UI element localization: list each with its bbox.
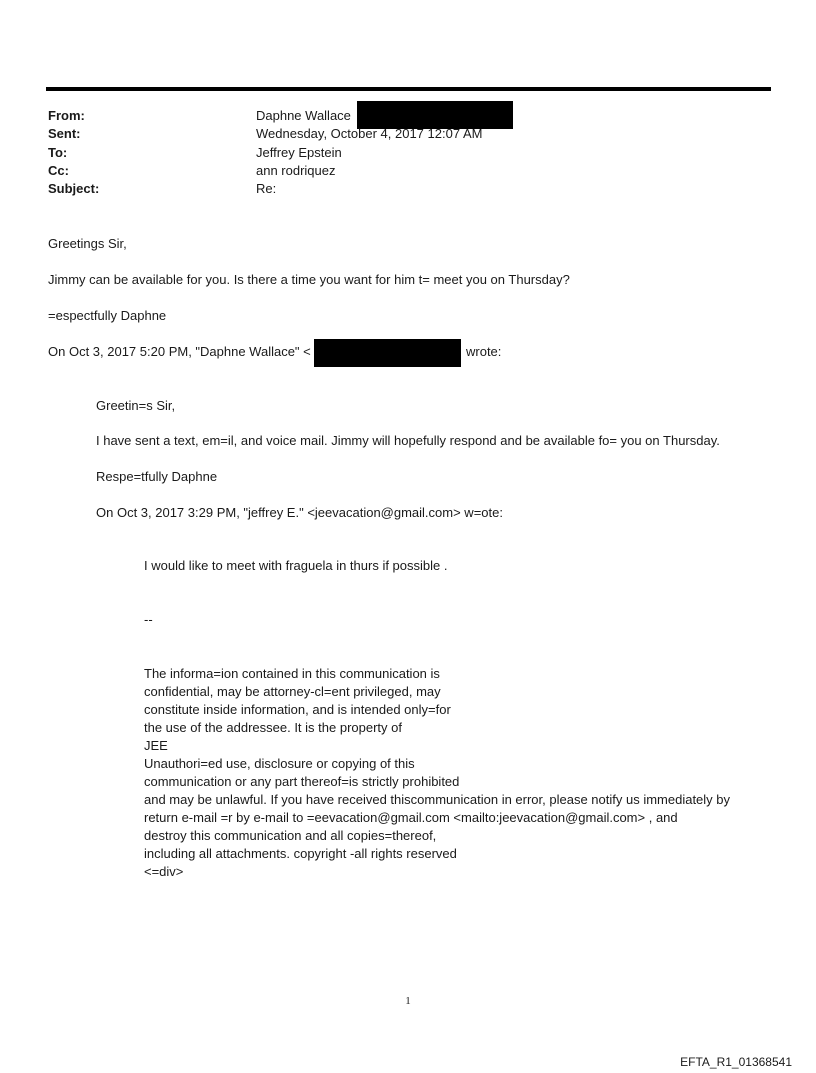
subject-label: Subject: [48,181,100,196]
to-label: To: [48,145,68,160]
quote-header-wrote: wrote: [466,344,502,359]
disclaimer-line: the use of the addressee. It is the property of [144,720,402,735]
disclaimer-line: JEE [144,738,168,753]
disclaimer-line: constitute inside information, and is intended only=for [144,702,451,717]
disclaimer-line: <=div> [144,864,184,879]
header-rule [46,87,771,91]
redaction-block [357,101,513,129]
greeting: Greetings Sir, [48,236,127,251]
cc-value: ann rodriquez [256,163,336,178]
disclaimer-line: destroy this communication and all copies=thereof, [144,828,437,843]
quote-greeting: Greetin=s Sir, [96,398,176,413]
body-line: Jimmy can be available for you. Is there a time you want for him t= meet you on Thursday? [48,272,570,287]
sent-value: Wednesday, October 4, 2017 12:07 AM [256,126,483,141]
signoff: =espectfully Daphne [48,308,167,323]
sent-label: Sent: [48,126,81,141]
signature-separator: -- [144,612,153,627]
bates-number: EFTA_R1_01368541 [680,1055,792,1069]
redaction-block [314,339,461,367]
disclaimer-line: confidential, may be attorney-cl=ent privileged, may [144,684,441,699]
disclaimer-line: including all attachments. copyright -all rights reserved [144,846,457,861]
quote-body-line: I have sent a text, em=il, and voice mail. Jimmy will hopefully respond and be available fo= you on Thursday. [96,433,720,448]
nested-quote-header: On Oct 3, 2017 3:29 PM, "jeffrey E." <jeevacation@gmail.com> w=ote: [96,505,503,520]
quote-signoff: Respe=tfully Daphne [96,469,218,484]
nested-quote-line: I would like to meet with fraguela in thurs if possible . [144,558,448,573]
subject-value: Re: [256,181,277,196]
quote-header: On Oct 3, 2017 5:20 PM, "Daphne Wallace" < [48,344,311,359]
disclaimer-line: The informa=ion contained in this communication is [144,666,440,681]
cc-label: Cc: [48,163,69,178]
disclaimer-line: communication or any part thereof=is strictly prohibited [144,774,460,789]
disclaimer-line: return e-mail =r by e-mail to =eevacation@gmail.com <mailto:jeevacation@gmail.com> , and [144,810,678,825]
disclaimer-line: Unauthori=ed use, disclosure or copying of this [144,756,415,771]
from-value: Daphne Wallace [256,108,351,123]
from-label: From: [48,108,85,123]
to-value: Jeffrey Epstein [256,145,342,160]
page-number: 1 [405,995,411,1007]
disclaimer-line: and may be unlawful. If you have received thiscommunication in error, please notify us immediately by [144,792,731,807]
